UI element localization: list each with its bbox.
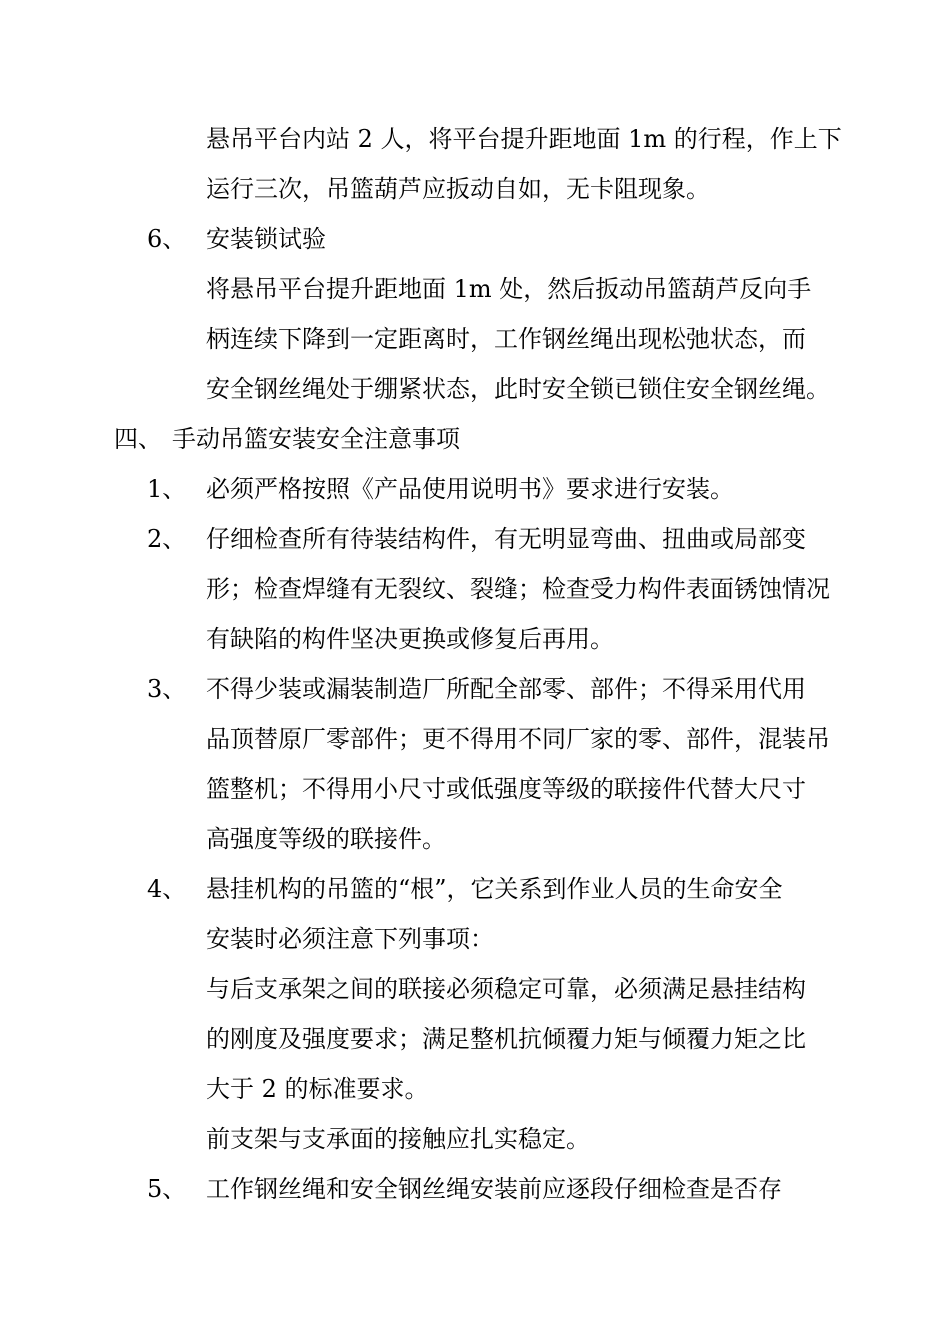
text-line: 悬吊平台内站 2 人，将平台提升距地面 1m 的行程，作上下 bbox=[206, 125, 842, 153]
text-line: 将悬吊平台提升距地面 1m 处，然后扳动吊篮葫芦反向手 bbox=[206, 275, 812, 303]
list-number: 3、 bbox=[147, 675, 187, 703]
text-line: 大于 2 的标准要求。 bbox=[206, 1075, 429, 1103]
text-line: 安装时必须注意下列事项： bbox=[206, 925, 494, 953]
list-number: 2、 bbox=[147, 525, 187, 553]
text-line: 仔细检查所有待装结构件，有无明显弯曲、扭曲或局部变 bbox=[206, 525, 806, 553]
text-line: 不得少装或漏装制造厂所配全部零、部件；不得采用代用 bbox=[206, 675, 806, 703]
text-line: 悬挂机构的吊篮的“根”，它关系到作业人员的生命安全 bbox=[206, 875, 783, 903]
text-line: 有缺陷的构件坚决更换或修复后再用。 bbox=[206, 625, 614, 653]
list-number: 4、 bbox=[147, 875, 187, 903]
text-line: 必须严格按照《产品使用说明书》要求进行安装。 bbox=[206, 475, 734, 503]
text-line: 形；检查焊缝有无裂纹、裂缝；检查受力构件表面锈蚀情况 bbox=[206, 575, 830, 603]
text-line: 篮整机；不得用小尺寸或低强度等级的联接件代替大尺寸 bbox=[206, 775, 806, 803]
text-line: 的刚度及强度要求；满足整机抗倾覆力矩与倾覆力矩之比 bbox=[206, 1025, 806, 1053]
text-line: 工作钢丝绳和安全钢丝绳安装前应逐段仔细检查是否存 bbox=[206, 1175, 782, 1203]
text-line: 安全钢丝绳处于绷紧状态，此时安全锁已锁住安全钢丝绳。 bbox=[206, 375, 830, 403]
section-heading: 手动吊篮安装安全注意事项 bbox=[172, 425, 460, 453]
list-number: 6、 bbox=[147, 225, 187, 253]
list-number: 5、 bbox=[147, 1175, 187, 1203]
list-number: 1、 bbox=[147, 475, 187, 503]
section-number: 四、 bbox=[114, 425, 162, 453]
text-line: 品顶替原厂零部件；更不得用不同厂家的零、部件，混装吊 bbox=[206, 725, 830, 753]
list-item-title: 安装锁试验 bbox=[206, 225, 326, 253]
text-line: 前支架与支承面的接触应扎实稳定。 bbox=[206, 1125, 590, 1153]
text-line: 柄连续下降到一定距离时，工作钢丝绳出现松弛状态，而 bbox=[206, 325, 806, 353]
text-line: 运行三次，吊篮葫芦应扳动自如，无卡阻现象。 bbox=[206, 175, 710, 203]
text-line: 高强度等级的联接件。 bbox=[206, 825, 446, 853]
text-line: 与后支承架之间的联接必须稳定可靠，必须满足悬挂结构 bbox=[206, 975, 806, 1003]
